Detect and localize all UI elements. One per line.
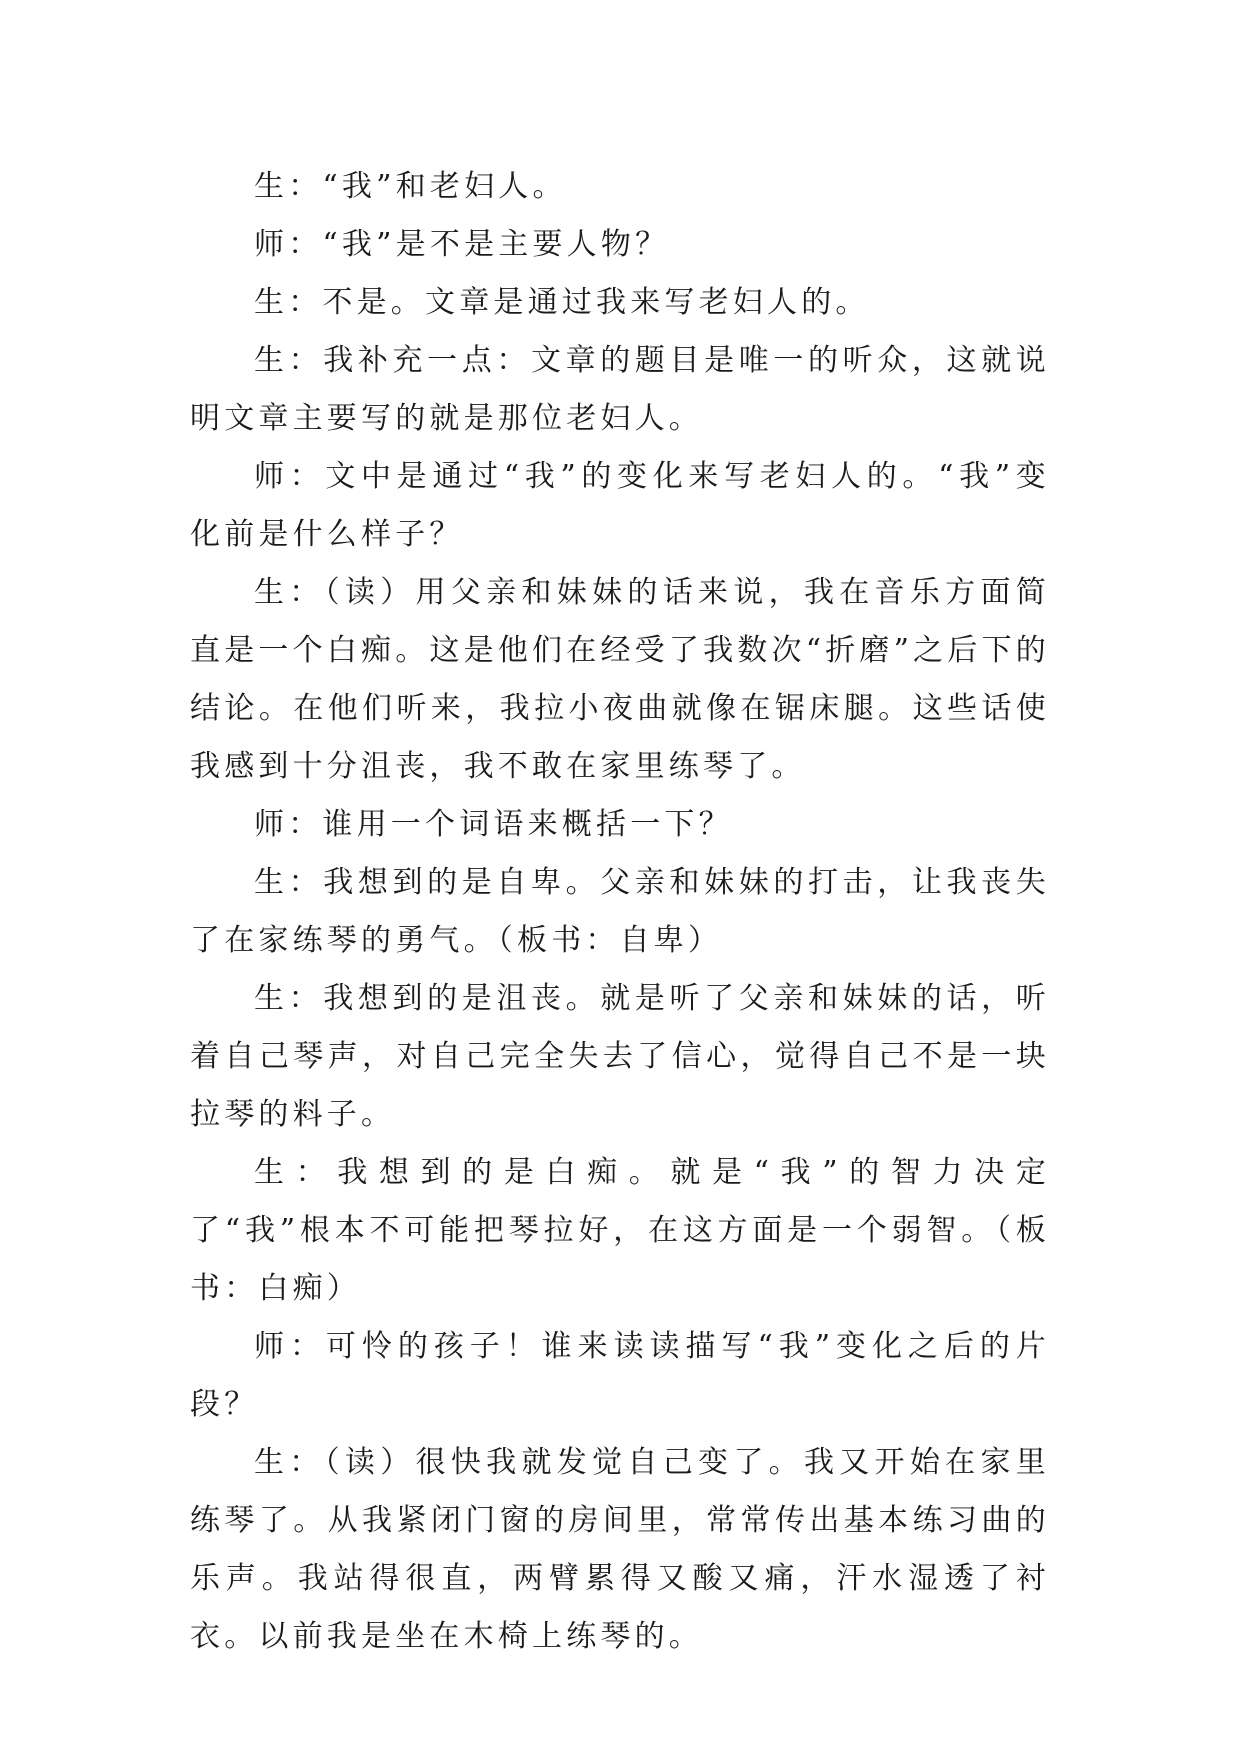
dialogue-paragraph: 生：（读）很快我就发觉自己变了。我又开始在家里练琴了。从我紧闭门窗的房间里，常常传出基本练习曲的乐声。我站得很直，两臂累得又酸又痛，汗水湿透了衬衣。以前我是坐在木椅上练琴的。 xyxy=(190,1445,1050,1654)
dialogue-paragraph: 师：文中是通过“我”的变化来写老妇人的。“我”变化前是什么样子？ xyxy=(190,459,1050,552)
dialogue-paragraph: 师：可怜的孩子！谁来读读描写“我”变化之后的片段？ xyxy=(190,1329,1050,1422)
dialogue-paragraph: 生：“我”和老妇人。 xyxy=(254,169,567,204)
document-body xyxy=(190,158,1050,1666)
dialogue-paragraph: 师：“我”是不是主要人物？ xyxy=(254,227,670,262)
dialogue-paragraph: 生：我想到的是白痴。就是“我”的智力决定了“我”根本不可能把琴拉好，在这方面是一个弱智。（板书：白痴） xyxy=(190,1155,1050,1306)
dialogue-paragraph: 生：我补充一点：文章的题目是唯一的听众，这就说明文章主要写的就是那位老妇人。 xyxy=(190,343,1050,436)
dialogue-paragraph: 生：（读）用父亲和妹妹的话来说，我在音乐方面简直是一个白痴。这是他们在经受了我数次“折磨”之后下的结论。在他们听来，我拉小夜曲就像在锯床腿。这些话使我感到十分沮丧，我不敢在家里练琴了。 xyxy=(190,575,1050,784)
dialogue-paragraph: 生：我想到的是自卑。父亲和妹妹的打击，让我丧失了在家练琴的勇气。（板书：自卑） xyxy=(190,865,1050,958)
dialogue-paragraph: 师：谁用一个词语来概括一下？ xyxy=(254,807,733,842)
dialogue-paragraph: 生：不是。文章是通过我来写老妇人的。 xyxy=(254,285,870,320)
dialogue-paragraph: 生：我想到的是沮丧。就是听了父亲和妹妹的话，听着自己琴声，对自己完全失去了信心，觉得自己不是一块拉琴的料子。 xyxy=(190,981,1050,1132)
